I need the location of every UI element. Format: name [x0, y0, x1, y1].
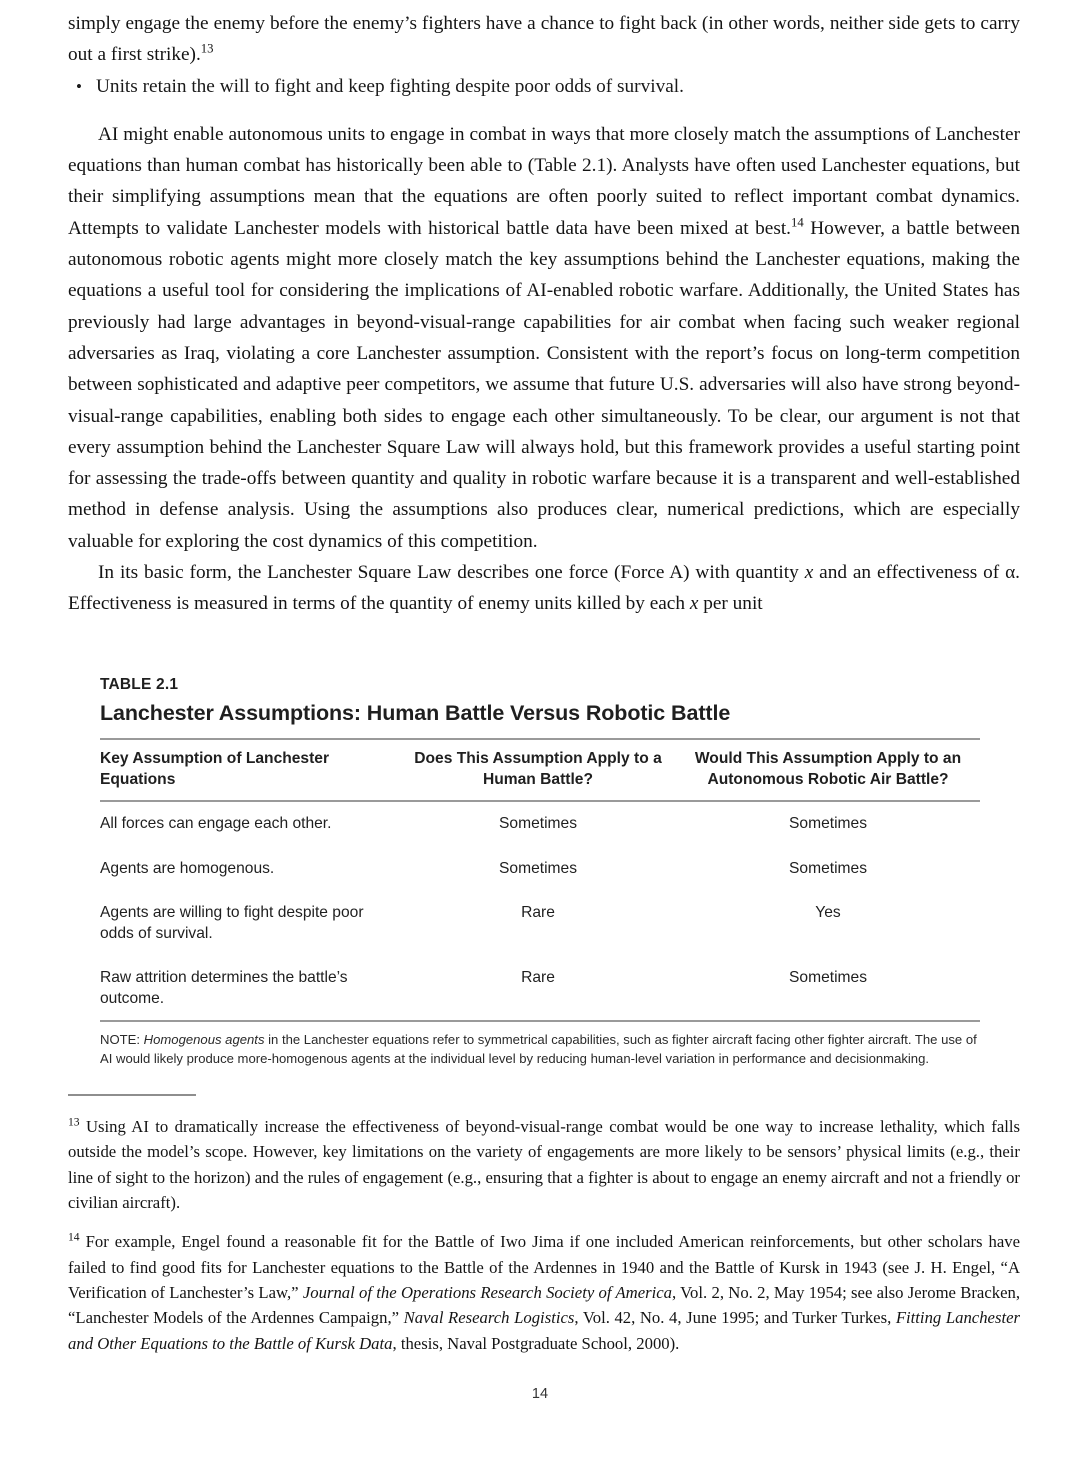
cell-assumption: Agents are willing to fight despite poor odds of survival.: [100, 904, 364, 942]
footnote-13: [68, 1114, 1020, 1215]
variable-x-2: x: [689, 593, 699, 615]
table-header-row: [100, 739, 980, 801]
cell-human: Sometimes: [499, 859, 577, 877]
page-number: 14: [531, 1386, 549, 1402]
assumption-bullet-list: [68, 71, 1020, 102]
table-label: TABLE 2.1: [100, 676, 179, 693]
footnote-14-number: 14: [68, 1230, 80, 1244]
footnote-14: [68, 1229, 1020, 1355]
paragraph-ai-lanchester: [68, 119, 1020, 557]
paragraph-continuation: [68, 8, 1020, 71]
cell-assumption: All forces can engage each other.: [100, 815, 332, 832]
table-note-prefix: NOTE:: [100, 1032, 144, 1047]
watermark: [800, 1400, 1070, 1434]
footnote-separator-rule: [68, 1094, 196, 1096]
footnote-14-journal-title: Journal of the Operations Research Society of America: [302, 1282, 673, 1302]
footnotes-section: [68, 1094, 1020, 1370]
footnote-marker-13: 13: [200, 41, 214, 56]
footnote-13-number: 13: [68, 1115, 80, 1129]
list-item-label: Units retain the will to fight and keep fighting despite poor odds of survival.: [96, 75, 684, 97]
footnote-14-part-b: , Vol. 2, No. 2, May 1954; see also Jerome Bracken, “Lanchester Models of the Ardennes Campaign,”: [68, 1282, 1021, 1328]
paragraph-continuation-text: simply engage the enemy before the enemy’s fighters have a chance to fight back (in other words, neither side gets to carry out a first strike).: [68, 13, 1020, 66]
body-text-column: [68, 0, 1020, 620]
cell-robotic: Sometimes: [789, 815, 867, 832]
cell-human: Sometimes: [499, 815, 577, 832]
table-note-italic-term: Homogenous agents: [143, 1032, 265, 1047]
footnote-13-text: Using AI to dramatically increase the effectiveness of beyond-visual-range combat would be one way to increase lethality, which falls outside the model’s scope. However, key limitations on the variety of engagements are more likely to be sensors’ physical limits (e.g., their line of sight to the horizon) and the rules of engagement (e.g., ensuring that a fighter is about to engage an enemy aircraft and not a friendly or civilian aircraft).: [68, 1117, 1020, 1213]
footnote-14-part-a: For example, Engel found a reasonable fit for the Battle of Iwo Jima if one included American reinforcements, but other scholars have failed to find good fits for Lanchester equations to the Battle of the Ardennes in 1940 and the Battle of Kursk in 1943 (see J. H. Engel, “A Verification of Lanchester’s Law,”: [68, 1232, 1020, 1302]
list-item: [68, 71, 1020, 102]
table-note: [100, 1031, 980, 1068]
paragraph-square-law-part-b: and an effectiveness of α. Effectiveness is measured in terms of the quantity of enemy units killed by each: [68, 562, 1020, 615]
paragraph-ai-lanchester-part-a: AI might enable autonomous units to engage in combat in ways that more closely match the assumptions of Lanchester equations than human combat has historically been able to (Table 2.1). Analysts have often used Lanchester equations, but their simplifying assumptions mean that the equations are often poorly suited to reflect important combat dynamics. Attempts to validate Lanchester models with historical battle data have been mixed at best.: [68, 123, 1020, 239]
cell-assumption: Agents are homogenous.: [100, 859, 275, 877]
column-header-robotic-battle: Would This Assumption Apply to an Autonomous Robotic Air Battle?: [680, 739, 980, 801]
footnote-marker-14: 14: [791, 215, 804, 230]
table-2-1-block: [100, 676, 980, 1068]
lanchester-assumptions-table: [100, 738, 980, 1022]
footnote-14-thesis-title: Fitting Lanchester and Other Equations to the Battle of Kursk Data: [68, 1308, 1020, 1353]
variable-x-1: x: [804, 562, 814, 584]
cell-robotic: Sometimes: [789, 859, 867, 877]
cell-human: Rare: [521, 904, 555, 921]
paragraph-square-law-part-a: In its basic form, the Lanchester Square Law describes one force (Force A) with quantity: [98, 562, 805, 584]
table-row: [100, 847, 980, 892]
column-header-human-battle: Does This Assumption Apply to a Human Battle?: [400, 739, 680, 801]
footnote-14-part-c: , Vol. 42, No. 4, June 1995; and Turker Turkes,: [574, 1308, 896, 1328]
table-row: [100, 956, 980, 1021]
table-row: [100, 891, 980, 956]
cell-human: Rare: [400, 956, 680, 1021]
cell-assumption: Raw attrition determines the battle’s outcome.: [100, 956, 400, 1021]
table-title: Lanchester Assumptions: Human Battle Versus Robotic Battle: [100, 701, 731, 725]
paragraph-square-law-part-c: per unit: [698, 593, 763, 615]
cell-robotic: Sometimes: [680, 956, 980, 1021]
paragraph-ai-lanchester-part-b: However, a battle between autonomous robotic agents might more closely match the key assumptions behind the Lanchester equations, making the equations a useful tool for considering the implications of AI-enabled robotic warfare. Additionally, the United States has previously had large advantages in beyond-visual-range capabilities for air combat when facing such weaker regional adversaries as Iraq, violating a core Lanchester assumption. Consistent with the report’s focus on long-term competition between sophisticated and adaptive peer competitors, we assume that future U.S. adversaries will also have strong beyond-visual-range capabilities, enabling both sides to engage each other simultaneously. To be clear, our argument is not that every assumption behind the Lanchester Square Law will always hold, but this framework provides a useful starting point for assessing the trade-offs between quantity and quality in robotic warfare because it is a transparent and well-established method in defense analysis. Using the assumptions also produces clear, numerical predictions, which are especially valuable for exploring the cost dynamics of this competition.: [68, 217, 1020, 552]
table-header: [100, 739, 980, 801]
table-body: [100, 801, 980, 1021]
cell-robotic: Yes: [815, 904, 841, 921]
table-note-body: in the Lanchester equations refer to symmetrical capabilities, such as fighter aircraft facing other fighter aircraft. The use of AI would likely produce more-homogenous agents at the individual level by reducing human-level variation in performance and decisionmaking.: [100, 1032, 977, 1066]
paragraph-square-law: [68, 557, 1020, 620]
column-header-assumption: Key Assumption of Lanchester Equations: [100, 739, 400, 801]
table-row: [100, 801, 980, 847]
footnote-14-journal-title-2: Naval Research Logistics: [403, 1308, 575, 1328]
footnote-14-part-d: , thesis, Naval Postgraduate School, 2000).: [392, 1333, 680, 1353]
bullet-icon: •: [76, 76, 82, 96]
